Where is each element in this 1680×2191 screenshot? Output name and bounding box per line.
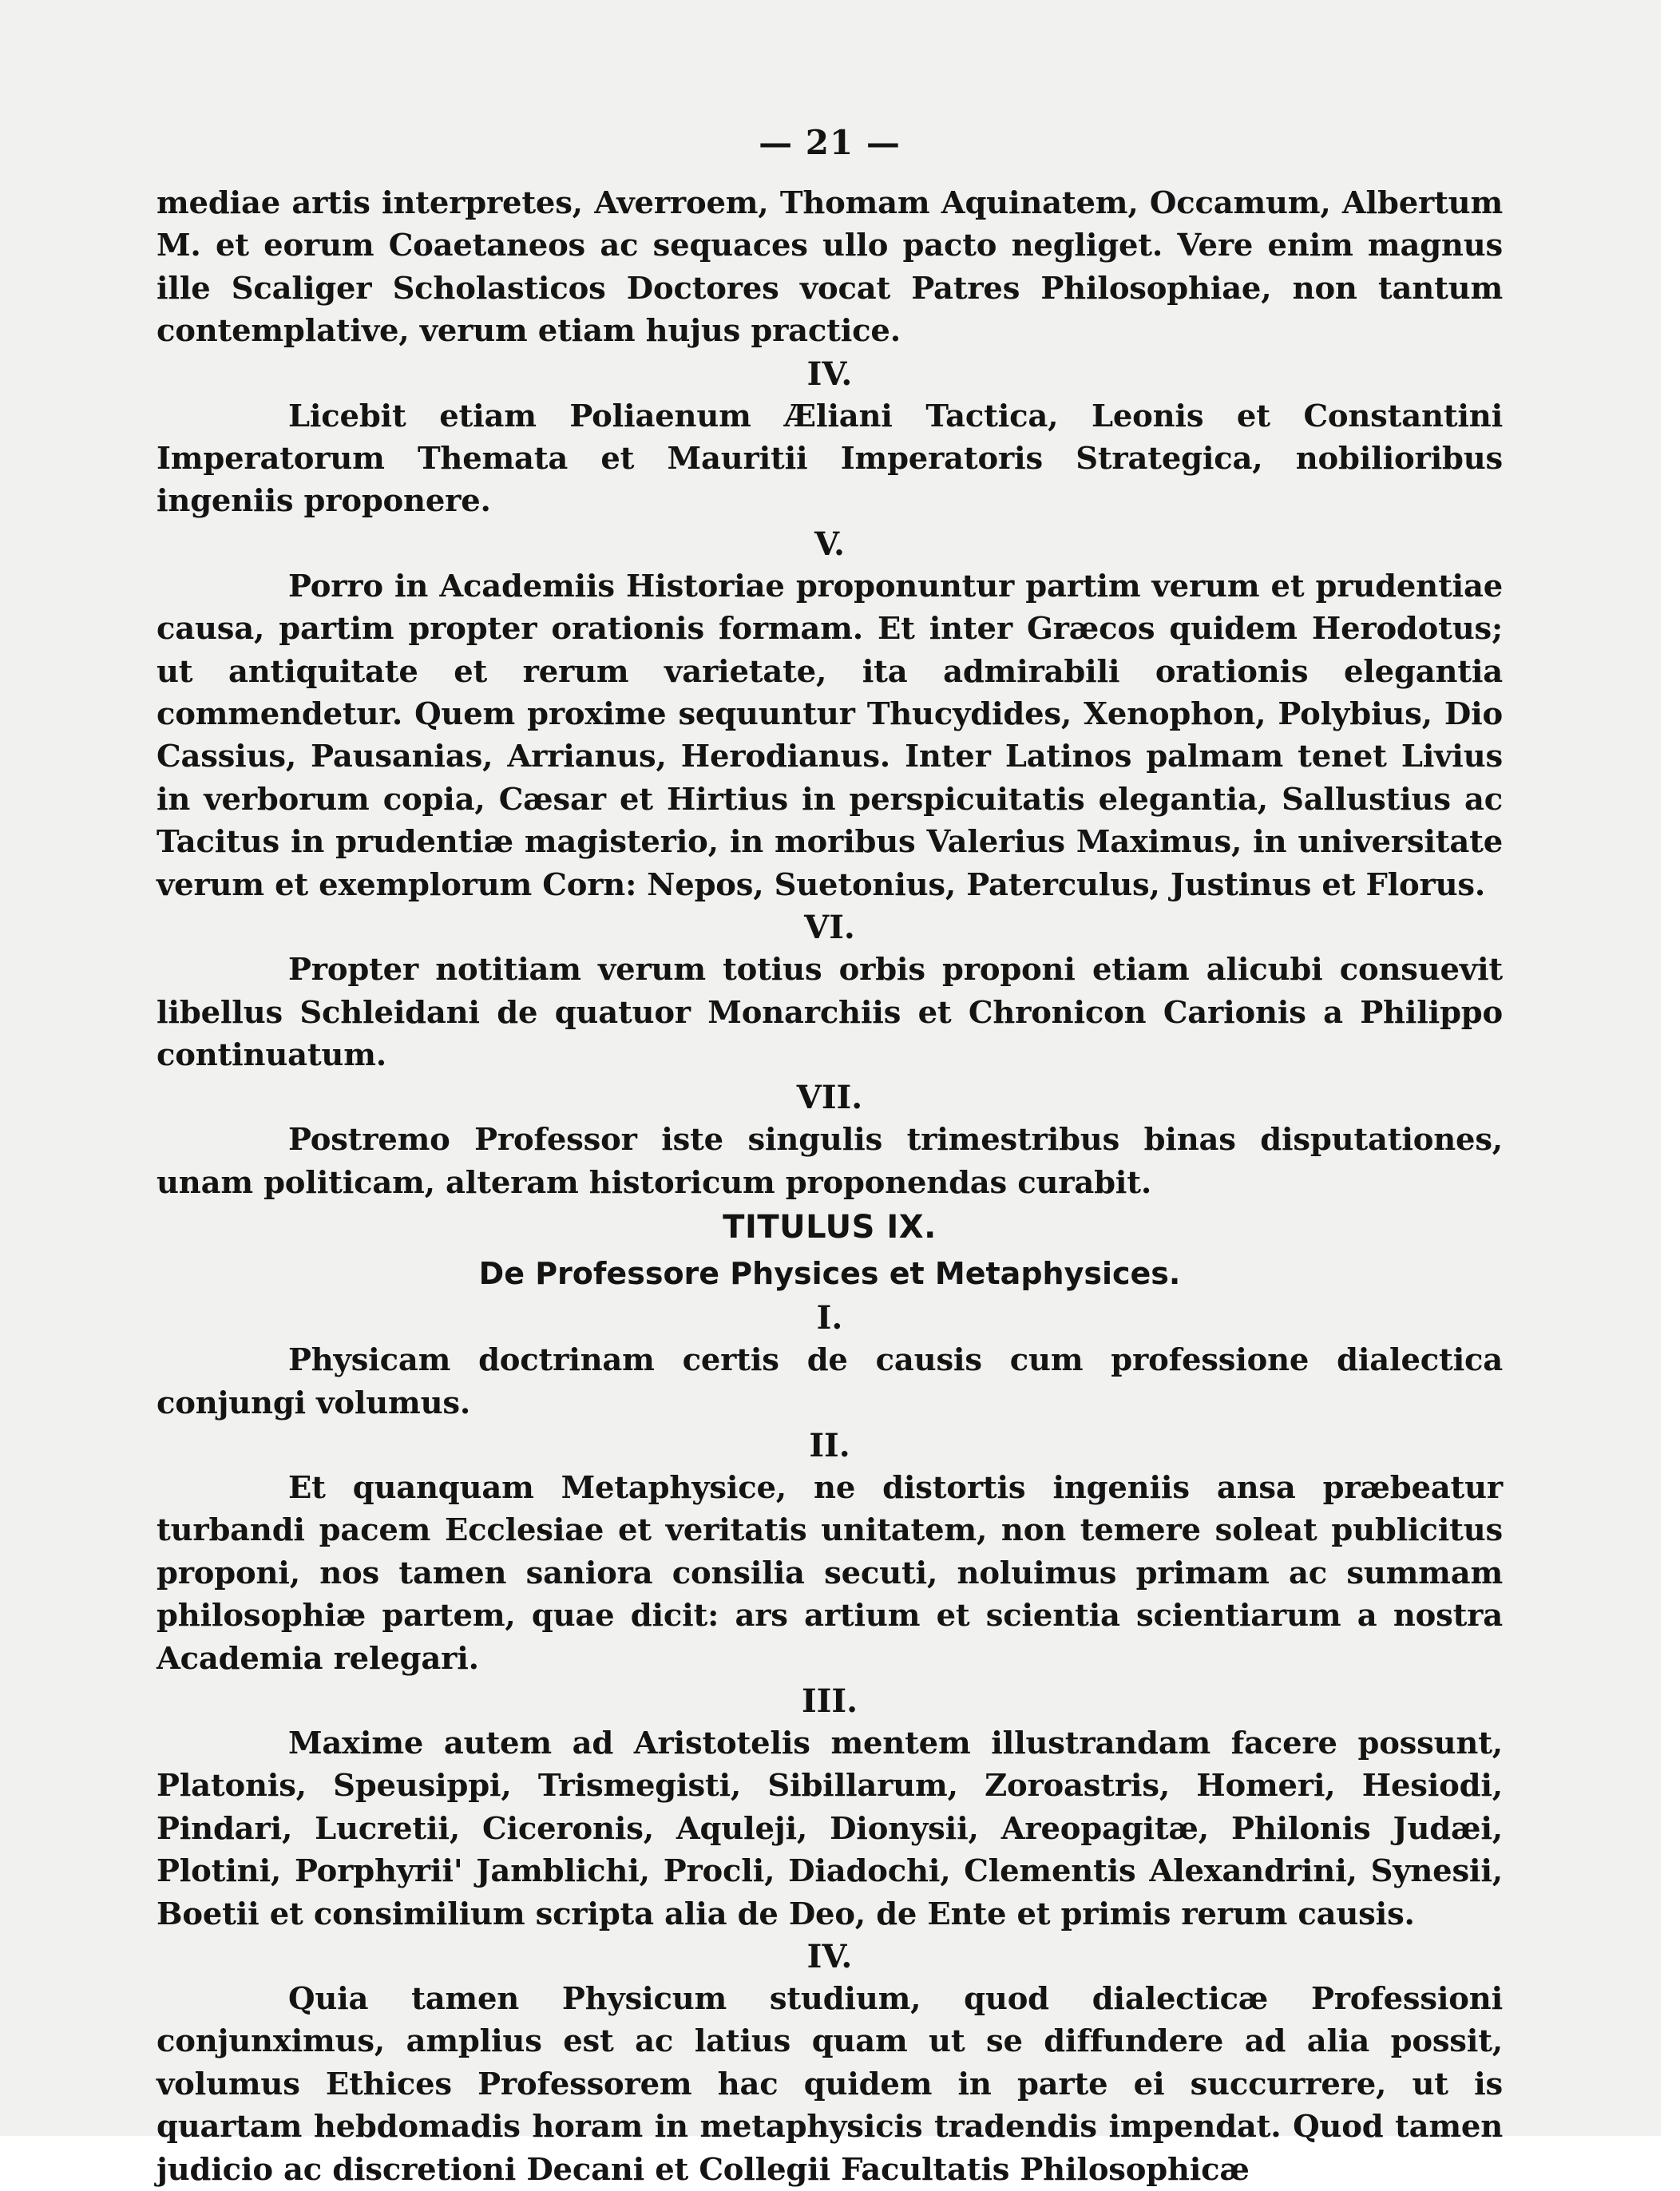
paragraph-intro: mediae artis interpretes, Averroem, Thomam Aquinatem, Occamum, Albertum M. et eorum Coaetaneos ac sequaces ullo pacto negliget. Vere enim magnus ille Scaliger Scholasticos Doctores vocat Patres Philosophiae, non tantum contemplative, verum etiam hujus practice.: [157, 185, 1503, 350]
paragraph-ix-iv: Quia tamen Physicum studium, quod dialecticæ Professioni conjunximus, amplius est ac latius quam ut se diffundere ad alia possit, volumus Ethices Professorem hac quidem in parte ei succurrere, ut is quartam hebdomadis horam in metaphysicis tradendis impendat. Quod tamen judicio ac discretioni Decani et Collegii Facultatis Philosophicæ: [157, 1981, 1503, 2188]
section-number-ii: II.: [809, 1426, 850, 1464]
paragraph-v: Porro in Academiis Historiae proponuntur partim verum et prudentiae causa, partim propter orationis formam. Et inter Græcos quidem Herodotus; ut antiquitate et rerum varietate, ita admirabili orationis elegantia commendetur. Quem proxime sequuntur Thucydides, Xenophon, Polybius, Dio Cassius, Pausanias, Arrianus, Herodianus. Inter Latinos palmam tenet Livius in verborum copia, Cæsar et Hirtius in perspicuitatis elegantia, Sallustius ac Tacitus in prudentiæ magisterio, in moribus Valerius Maximus, in universitate verum et exemplorum Corn: Nepos, Suetonius, Paterculus, Justinus et Florus.: [157, 568, 1503, 903]
section-number-vi: VI.: [804, 909, 855, 947]
scan-margin: [1661, 0, 1680, 2136]
paragraph-ix-iii: Maxime autem ad Aristotelis mentem illustrandam facere possunt, Platonis, Speusippi, Trismegisti, Sibillarum, Zoroastris, Homeri, Hesiodi, Pindari, Lucretii, Ciceronis, Aquleji, Dionysii, Areopagitæ, Philonis Judæi, Plotini, Porphyrii' Jamblichi, Procli, Diadochi, Clementis Alexandrini, Synesii, Boetii et consimilium scripta alia de Deo, de Ente et primis rerum causis.: [157, 1725, 1503, 1932]
section-number-vii: VII.: [796, 1079, 863, 1117]
document-page: [157, 120, 1503, 2191]
paragraph-ix-i: Physicam doctrinam certis de causis cum professione dialectica conjungi volumus.: [157, 1342, 1503, 1421]
page-number: — 21 —: [759, 123, 901, 162]
paragraph-vii: Postremo Professor iste singulis trimestribus binas disputationes, unam politicam, alteram historicum proponendas curabit.: [157, 1122, 1503, 1201]
section-number-iv: IV.: [806, 355, 853, 393]
paragraph-iv: Licebit etiam Poliaenum Æliani Tactica, Leonis et Constantini Imperatorum Themata et Mauritii Imperatoris Strategica, nobilioribus ingeniis proponere.: [157, 398, 1503, 520]
section-number-iii: III.: [801, 1682, 858, 1720]
section-number-v: V.: [814, 525, 845, 563]
section-number-ix-iv: IV.: [806, 1938, 853, 1975]
chapter-subtitle: De Professore Physices et Metaphysices.: [478, 1256, 1181, 1292]
paragraph-vi: Propter notitiam verum totius orbis proponi etiam alicubi consuevit libellus Schleidani de quatuor Monarchiis et Chronicon Carionis a Philippo continuatum.: [157, 952, 1503, 1073]
chapter-heading: TITULUS IX.: [723, 1209, 937, 1246]
section-number-i: I.: [816, 1299, 843, 1337]
paragraph-ix-ii: Et quanquam Metaphysice, ne distortis ingeniis ansa præbeatur turbandi pacem Ecclesiae et veritatis unitatem, non temere soleat publicitus proponi, nos tamen saniora consilia secuti, noluimus primam ac summam philosophiæ partem, quae dicit: ars artium et scientia scientiarum a nostra Academia relegari.: [157, 1469, 1503, 1677]
